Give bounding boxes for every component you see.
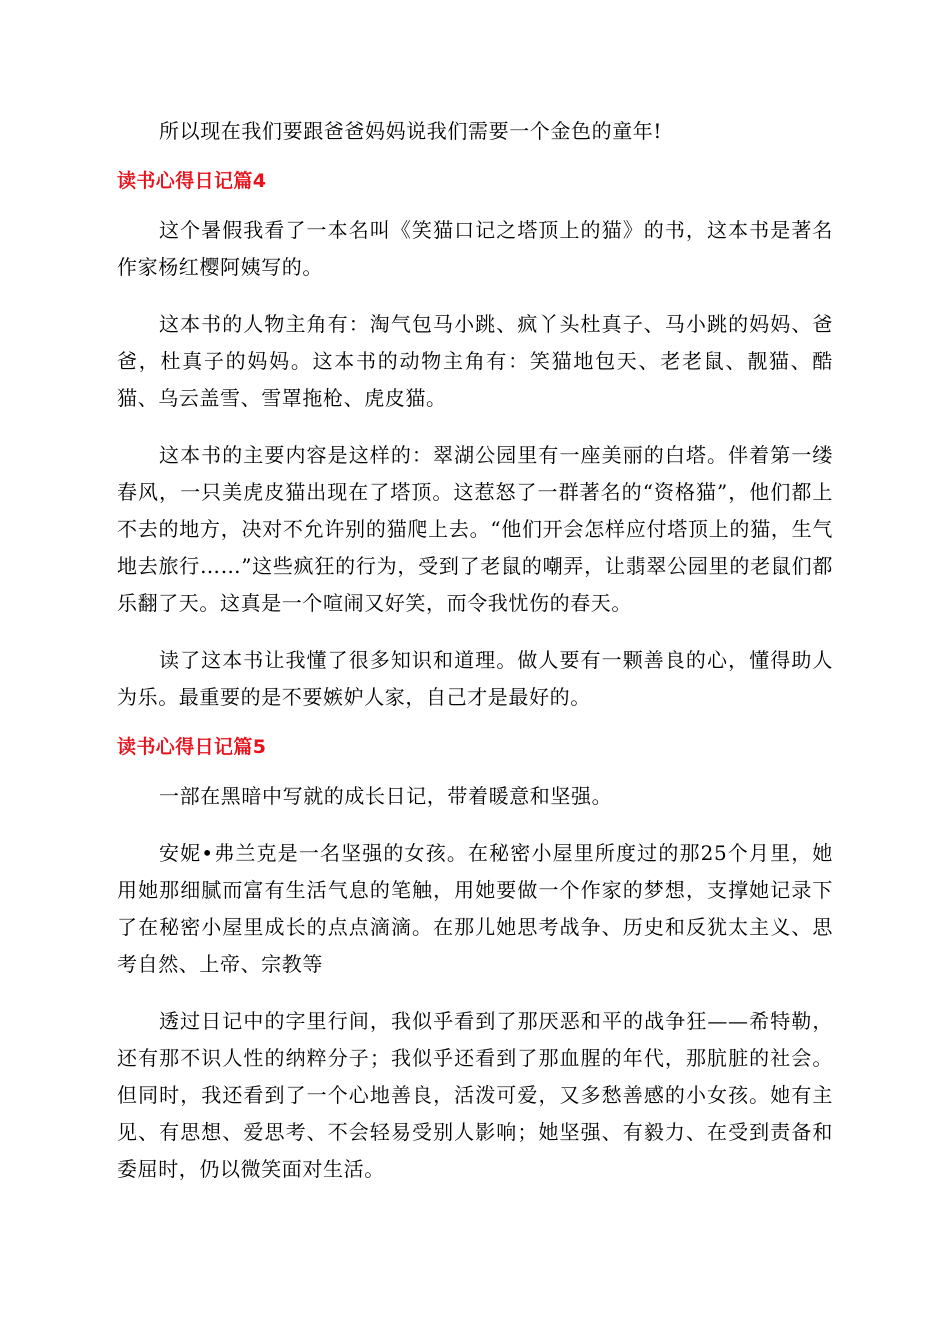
paragraph: 一部在黑暗中写就的成长日记，带着暖意和坚强。 — [159, 784, 613, 808]
paragraph: 透过日记中的字里行间，我似乎看到了那厌恶和平的战争狂——希特勒，还有那不识人性的纳粹分子；我似乎还看到了那血腥的年代，那肮脏的社会。但同时，我还看到了一个心地善良，活泼可爱，又多愁善感的小女孩。她有主见、有思想、爱思考、不会轻易受别人影响；她坚强、有毅力、在受到责备和委屈时，仍以微笑面对生活。 — [117, 1009, 833, 1181]
paragraph: 这本书的人物主角有：淘气包马小跳、疯丫头杜真子、马小跳的妈妈、爸爸，杜真子的妈妈。这本书的动物主角有：笑猫地包天、老老鼠、靓猫、酷猫、乌云盖雪、雪罩拖枪、虎皮猫。 — [117, 312, 833, 410]
paragraph: 读了这本书让我懂了很多知识和道理。做人要有一颗善良的心，懂得助人为乐。最重要的是不要嫉妒人家，自己才是最好的。 — [117, 648, 833, 709]
paragraph: 这个暑假我看了一本名叫《笑猫口记之塔顶上的猫》的书，这本书是著名作家杨红樱阿姨写的。 — [117, 218, 833, 279]
paragraph: 安妮•弗兰克是一名坚强的女孩。在秘密小屋里所度过的那25个月里，她用她那细腻而富有生活气息的笔触，用她要做一个作家的梦想，支撑她记录下了在秘密小屋里成长的点点滴滴。在那儿她思考战争、历史和反犹太主义、思考自然、上帝、宗教等 — [117, 841, 833, 976]
section-heading: 读书心得日记篇4 — [117, 170, 267, 192]
paragraph: 这本书的主要内容是这样的：翠湖公园里有一座美丽的白塔。伴着第一缕春风，一只美虎皮猫出现在了塔顶。这惹怒了一群著名的“资格猫”，他们都上不去的地方，决对不允许别的猫爬上去。“他们开会怎样应付塔顶上的猫，生气地去旅行……”这些疯狂的行为，受到了老鼠的嘲弄，让翡翠公园里的老鼠们都乐翻了天。这真是一个喧闹又好笑，而令我忧伤的春天。 — [117, 443, 833, 615]
section-heading: 读书心得日记篇5 — [117, 736, 267, 758]
intro-paragraph: 所以现在我们要跟爸爸妈妈说我们需要一个金色的童年! — [159, 119, 663, 143]
document-body — [117, 113, 833, 1188]
